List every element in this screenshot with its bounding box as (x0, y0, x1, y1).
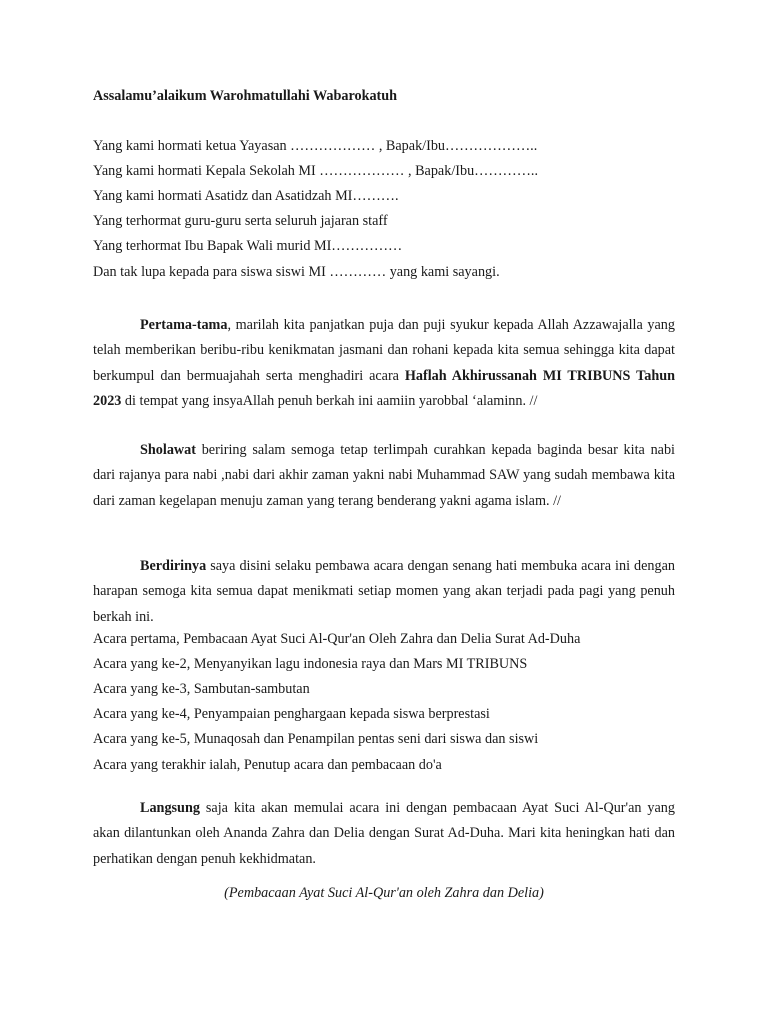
paragraph-begin (93, 796, 675, 872)
agenda-item: Acara yang terakhir ialah, Penutup acara dan pembacaan do'a (93, 757, 442, 773)
paragraph-text: saja kita akan memulai acara ini dengan pembacaan Ayat Suci Al-Qur'an yang akan dilantunkan oleh Ananda Zahra dan Delia dengan Surat Ad-Duha. Mari kita heningkan hati dan perhatikan dengan penuh kekhidmatan. (93, 800, 675, 867)
agenda-item: Acara yang ke-5, Munaqosah dan Penampilan pentas seni dari siswa dan siswi (93, 731, 539, 747)
paragraph-text: beriring salam semoga tetap terlimpah curahkan kepada baginda besar kita nabi dari rajanya para nabi ,nabi dari akhir zaman yakni nabi Muhammad SAW yang sudah membawa kita dari zaman kegelapan menuju zaman yang terang benderang yakni agama islam. // (93, 442, 675, 509)
salutation-line: Dan tak lupa kepada para siswa siswi MI ………… yang kami sayangi. (93, 264, 500, 280)
agenda-item: Acara yang ke-4, Penyampaian penghargaan kepada siswa berprestasi (93, 706, 490, 722)
paragraph-text: saya disini selaku pembawa acara dengan senang hati membuka acara ini dengan harapan semoga kita semua dapat menikmati setiap momen yang akan terjadi pada pagi yang penuh berkah ini. (93, 558, 675, 625)
salutation-line: Yang kami hormati Asatidz dan Asatidzah MI………. (93, 188, 399, 204)
paragraph-sholawat (93, 438, 675, 514)
agenda-item: Acara pertama, Pembacaan Ayat Suci Al-Qur'an Oleh Zahra dan Delia Surat Ad-Duha (93, 631, 581, 647)
stage-direction: (Pembacaan Ayat Suci Al-Qur'an oleh Zahra dan Delia) (224, 885, 544, 901)
paragraph-lead: Langsung (140, 800, 200, 816)
paragraph-lead: Sholawat (140, 442, 196, 458)
salutation-line: Yang terhormat guru-guru serta seluruh jajaran staff (93, 213, 388, 229)
paragraph-opening (93, 313, 675, 414)
salutation-line: Yang kami hormati Kepala Sekolah MI ……………… , Bapak/Ibu………….. (93, 163, 539, 179)
agenda-item: Acara yang ke-3, Sambutan-sambutan (93, 681, 310, 697)
salutation-line: Yang kami hormati ketua Yayasan ……………… , Bapak/Ibu……………….. (93, 138, 538, 154)
paragraph-lead: Berdirinya (140, 558, 207, 574)
paragraph-opening-event (93, 554, 675, 630)
paragraph-text: di tempat yang insyaAllah penuh berkah ini aamiin yarobbal ‘alaminn. // (121, 392, 538, 409)
paragraph-text: , marilah kita panjatkan puja dan puji syukur kepada Allah Azzawajalla yang telah memberikan beribu-ribu kenikmatan jasmani dan rohani kepada kita semua sehingga kita dapat berkumpul dan bermuajahah serta menghadiri acara (93, 317, 675, 384)
paragraph-lead: Pertama-tama (140, 317, 228, 333)
salutation-line: Yang terhormat Ibu Bapak Wali murid MI…………… (93, 238, 403, 254)
event-name: Haflah Akhirussanah MI TRIBUNS Tahun 2023 (93, 367, 675, 409)
greeting-heading: Assalamu’alaikum Warohmatullahi Wabarokatuh (93, 88, 398, 104)
agenda-item: Acara yang ke-2, Menyanyikan lagu indonesia raya dan Mars MI TRIBUNS (93, 656, 528, 672)
